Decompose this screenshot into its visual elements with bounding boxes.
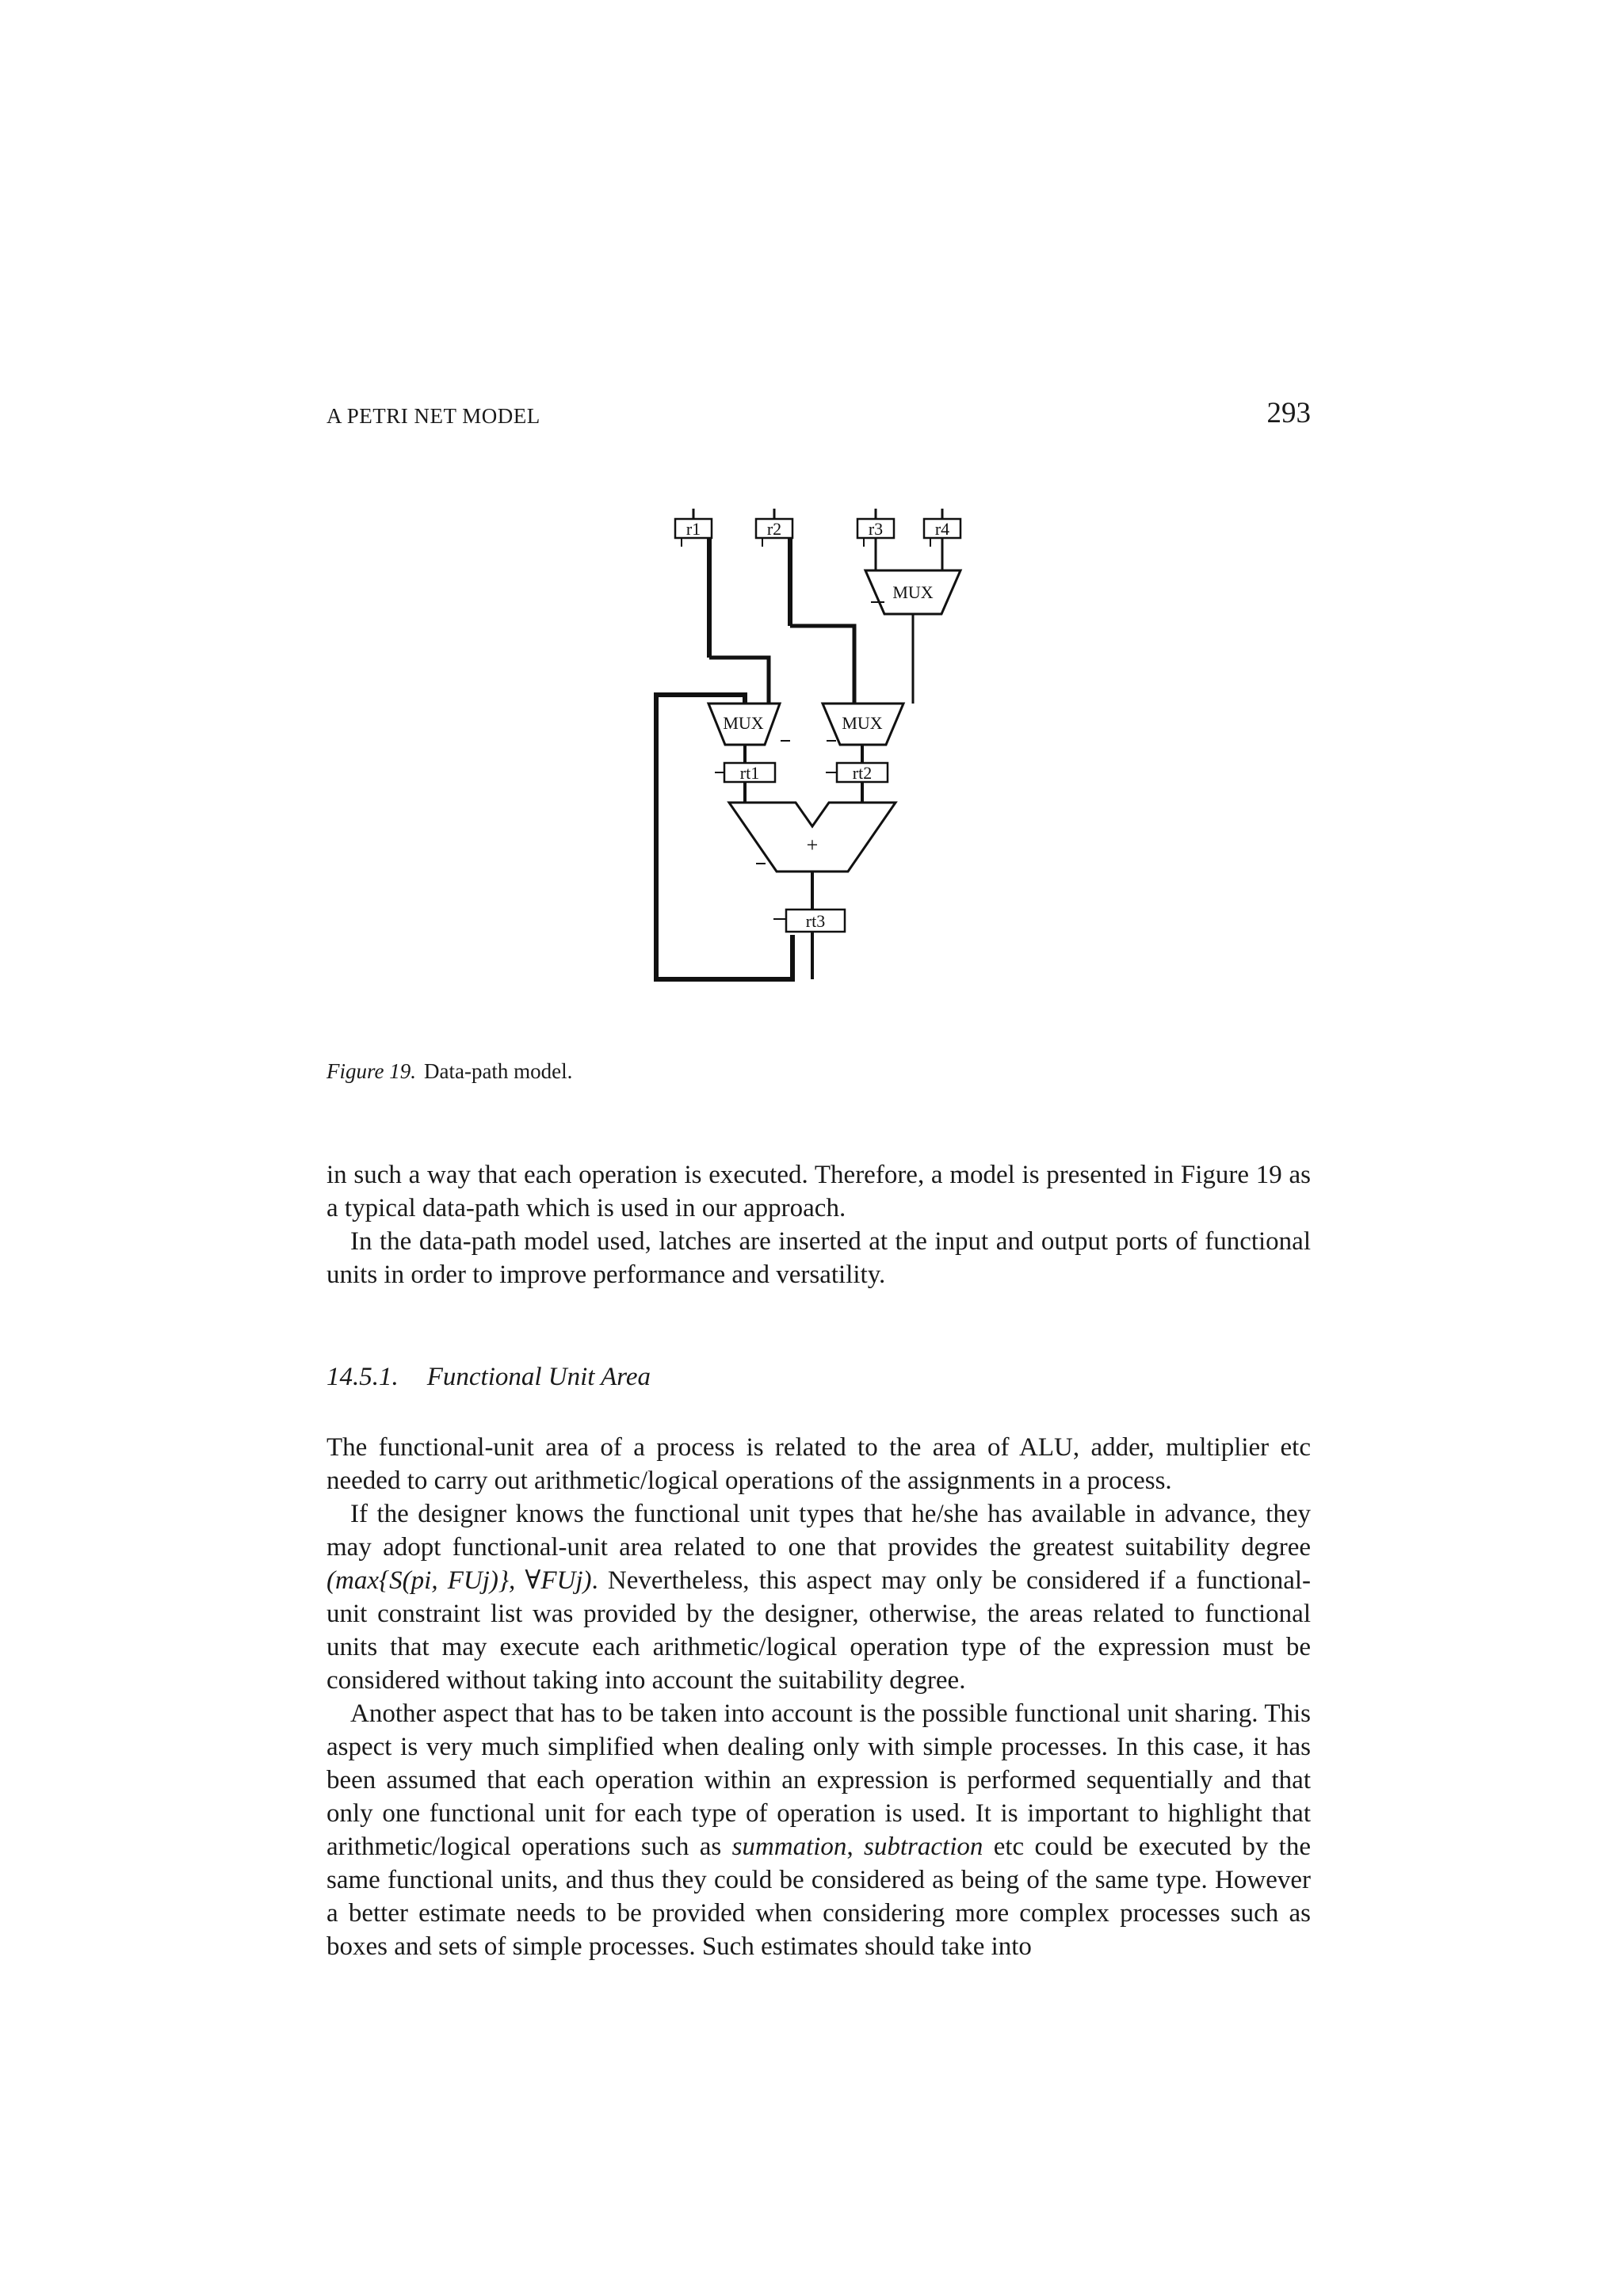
adder-symbol: + — [806, 833, 819, 856]
paragraph-3: The functional-unit area of a process is related to the area of ALU, adder, multiplier etc needed to carry out arithmetic/logical operations of the assignments in a process. — [327, 1433, 1311, 1495]
mux-right-label: MUX — [842, 713, 883, 733]
paragraph-4 — [327, 1497, 1311, 1697]
latch-rt1-label: rt1 — [739, 763, 760, 783]
section-text-block — [327, 1431, 1311, 1963]
paragraph-2: In the data-path model used, latches are inserted at the input and output ports of functional units in order to improve performance and versatility. — [327, 1227, 1311, 1289]
mux-top-label: MUX — [892, 582, 934, 602]
figure-caption-text: Data-path model. — [423, 1059, 573, 1083]
summation-term: summation — [731, 1833, 847, 1861]
paragraph-4-end: . Nevertheless, this aspect may only be considered if a functional-unit constraint list was provided by the designer, otherwise, the areas related to functional units that may execute each arithmetic/logical operation type of the expression must be considered without taking into account the suitability degree. — [327, 1566, 1312, 1695]
paragraph-5-part-c: etc could be executed by the same functional units, and thus they could be considered as being of the same type. However a better estimate needs to be provided when considering more complex processes such as boxes and sets of simple processes. Such estimates should take into — [327, 1833, 1312, 1961]
paragraph-1: in such a way that each operation is executed. Therefore, a model is presented in Figure 19 as a typical data-path which is used in our approach. — [327, 1161, 1311, 1222]
figure-caption-label: Figure 19. — [327, 1059, 416, 1083]
register-r2-label: r2 — [766, 519, 782, 539]
latch-rt3-label: rt3 — [805, 911, 826, 931]
paragraph-4-start: If the designer knows the functional unit types that he/she has available in advance, they may adopt functional-unit area related to one that provides the greatest suitability degree — [327, 1500, 1311, 1562]
data-path-diagram — [650, 507, 1006, 998]
figure-caption — [327, 1059, 572, 1084]
paragraph-5-comma: , — [846, 1833, 865, 1861]
section-heading — [327, 1363, 651, 1392]
subtraction-term: subtraction — [864, 1833, 983, 1861]
intro-text-block — [327, 1158, 1311, 1291]
paragraph-5-part-a: Another aspect that has to be taken into account is the possible functional unit sharing. This aspect is very much simplified when dealing only with simple processes. In this case, it has been assumed that each operation within an expression is performed sequentially and that only one functional unit for each type of operation is used. It is important to highlight that arithmetic/logical operations such as — [327, 1699, 1311, 1861]
suitability-formula: (max{S(pi, FUj)}, ∀FUj) — [327, 1566, 592, 1595]
register-r3-label: r3 — [868, 519, 884, 539]
section-title: Functional Unit Area — [426, 1363, 651, 1391]
running-head: A PETRI NET MODEL — [327, 404, 540, 428]
latch-rt2-label: rt2 — [852, 763, 873, 783]
register-r1-label: r1 — [685, 519, 701, 539]
data-path-figure — [650, 507, 1006, 998]
register-r4-label: r4 — [934, 519, 950, 539]
mux-left-label: MUX — [723, 713, 764, 733]
paragraph-5 — [327, 1697, 1311, 1963]
page-number: 293 — [1266, 397, 1311, 429]
section-number: 14.5.1. — [327, 1363, 399, 1391]
